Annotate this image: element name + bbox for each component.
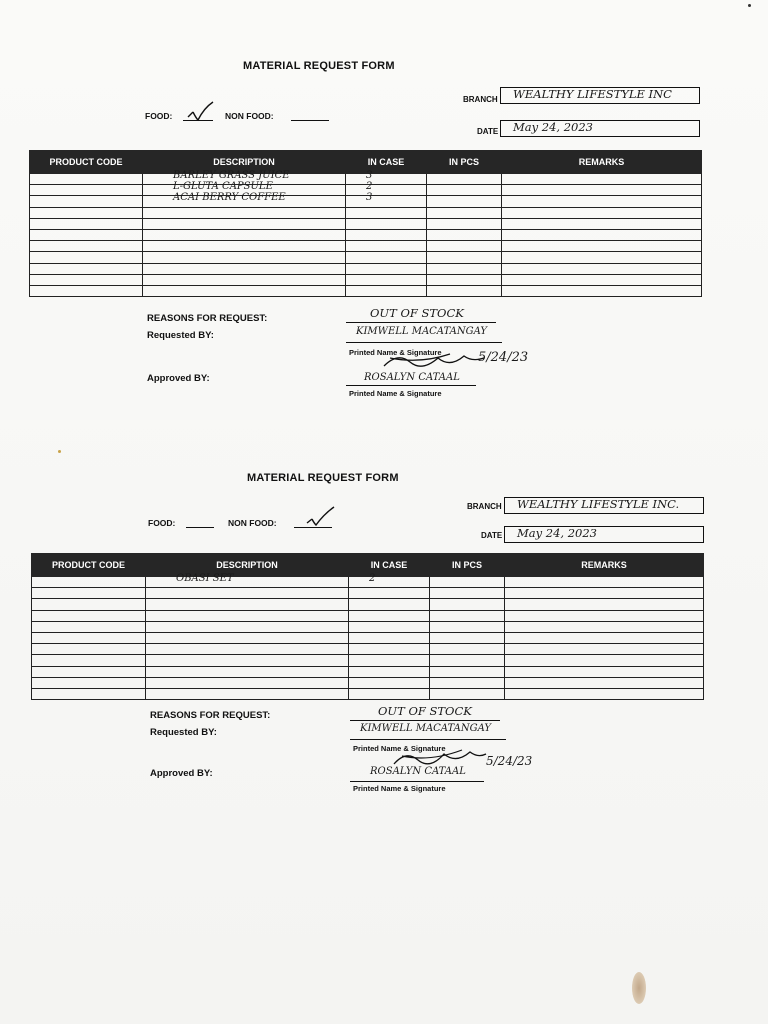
in-pcs-cell bbox=[430, 621, 505, 632]
branch-label: BRANCH bbox=[467, 502, 502, 511]
in-pcs-cell bbox=[430, 610, 505, 621]
in-case-cell bbox=[349, 632, 430, 643]
approved-by-label: Approved BY: bbox=[150, 768, 213, 779]
form-title: MATERIAL REQUEST FORM bbox=[243, 60, 395, 72]
table-row bbox=[32, 599, 704, 610]
column-header-remarks: REMARKS bbox=[505, 554, 704, 577]
requested-by-name: KIMWELL MACATANGAY bbox=[356, 326, 487, 337]
remarks-cell bbox=[505, 688, 704, 699]
requested-by-name: KIMWELL MACATANGAY bbox=[360, 723, 491, 734]
reasons-label: REASONS FOR REQUEST: bbox=[150, 710, 271, 721]
remarks-cell bbox=[505, 677, 704, 688]
product-code-cell bbox=[32, 621, 146, 632]
in-case-cell bbox=[349, 677, 430, 688]
non-food-label: NON FOOD: bbox=[225, 111, 274, 121]
column-header-in-pcs: IN PCS bbox=[427, 151, 502, 174]
table-row bbox=[32, 621, 704, 632]
in-case-value: 3 bbox=[366, 170, 373, 181]
form-title: MATERIAL REQUEST FORM bbox=[247, 472, 399, 484]
table-row bbox=[32, 666, 704, 677]
table-row bbox=[32, 677, 704, 688]
in-pcs-cell bbox=[430, 688, 505, 699]
description-cell bbox=[146, 655, 349, 666]
in-case-value: 3 bbox=[366, 192, 373, 204]
printed-name-caption: Printed Name & Signature bbox=[353, 784, 446, 793]
description-cell bbox=[146, 688, 349, 699]
table-row bbox=[32, 688, 704, 699]
description-cell bbox=[146, 588, 349, 599]
in-pcs-cell bbox=[430, 655, 505, 666]
product-code-cell bbox=[32, 588, 146, 599]
column-header-product-code: PRODUCT CODE bbox=[30, 151, 143, 174]
in-case-cell bbox=[349, 599, 430, 610]
in-pcs-cell bbox=[430, 644, 505, 655]
column-header-in-case: IN CASE bbox=[346, 151, 427, 174]
remarks-cell bbox=[505, 588, 704, 599]
reasons-line bbox=[350, 720, 500, 721]
description-cell bbox=[146, 573, 349, 588]
reasons-value: OUT OF STOCK bbox=[378, 704, 472, 718]
remarks-cell bbox=[505, 599, 704, 610]
remarks-cell bbox=[505, 666, 704, 677]
description-cell bbox=[146, 644, 349, 655]
in-case-value: 2 bbox=[369, 573, 376, 584]
reasons-value: OUT OF STOCK bbox=[370, 306, 464, 320]
table-row bbox=[32, 644, 704, 655]
column-header-remarks: REMARKS bbox=[502, 151, 702, 174]
description-cell bbox=[146, 599, 349, 610]
in-pcs-cell bbox=[430, 577, 505, 588]
reasons-label: REASONS FOR REQUEST: bbox=[147, 313, 268, 324]
product-code-cell bbox=[32, 688, 146, 699]
branch-value: WEALTHY LIFESTYLE INC. bbox=[517, 497, 680, 511]
requested-by-line bbox=[350, 739, 506, 740]
column-header-in-pcs: IN PCS bbox=[430, 554, 505, 577]
date-value: May 24, 2023 bbox=[513, 120, 593, 134]
column-header-product-code: PRODUCT CODE bbox=[32, 554, 146, 577]
description-value: ACAI BERRY COFFEE bbox=[173, 192, 286, 204]
description-cell bbox=[146, 666, 349, 677]
approved-by-name: ROSALYN CATAAL bbox=[364, 372, 460, 383]
remarks-cell bbox=[505, 577, 704, 588]
column-header-description: DESCRIPTION bbox=[143, 151, 346, 174]
column-header-description: DESCRIPTION bbox=[146, 554, 349, 577]
date-label: DATE bbox=[477, 127, 499, 136]
page-stain bbox=[632, 972, 646, 1004]
description-cell bbox=[146, 677, 349, 688]
in-case-cell bbox=[349, 666, 430, 677]
table-row bbox=[32, 610, 704, 621]
table-row bbox=[32, 588, 704, 599]
requested-by-label: Requested BY: bbox=[147, 330, 214, 341]
branch-value: WEALTHY LIFESTYLE INC bbox=[513, 87, 672, 101]
product-code-cell bbox=[32, 599, 146, 610]
in-case-cell bbox=[349, 688, 430, 699]
approved-by-name: ROSALYN CATAAL bbox=[370, 766, 466, 777]
in-case-cell bbox=[349, 588, 430, 599]
table-row bbox=[32, 577, 704, 588]
remarks-cell bbox=[505, 621, 704, 632]
description-value: L-GLUTA CAPSULE bbox=[173, 181, 273, 193]
description-cell bbox=[146, 610, 349, 621]
branch-label: BRANCH bbox=[463, 95, 498, 104]
description-value: OBASI SET bbox=[176, 573, 234, 584]
branch-field bbox=[504, 497, 704, 514]
printed-name-caption: Printed Name & Signature bbox=[349, 389, 442, 398]
requested-by-label: Requested BY: bbox=[150, 727, 217, 738]
food-label: FOOD: bbox=[145, 111, 173, 121]
in-pcs-cell bbox=[430, 632, 505, 643]
product-code-cell bbox=[32, 610, 146, 621]
remarks-cell bbox=[505, 655, 704, 666]
product-table bbox=[31, 553, 704, 700]
column-header-in-case: IN CASE bbox=[349, 554, 430, 577]
table-row bbox=[32, 655, 704, 666]
food-blank bbox=[186, 527, 214, 528]
product-code-cell bbox=[32, 632, 146, 643]
in-case-cell bbox=[349, 644, 430, 655]
date-value: May 24, 2023 bbox=[517, 526, 597, 540]
in-case-cell bbox=[349, 621, 430, 632]
in-case-value: 2 bbox=[366, 181, 373, 193]
approved-by-line bbox=[350, 781, 484, 782]
product-code-cell bbox=[32, 666, 146, 677]
non-food-label: NON FOOD: bbox=[228, 518, 277, 528]
non-food-blank bbox=[294, 527, 332, 528]
date-label: DATE bbox=[481, 531, 503, 540]
non-food-check-mark bbox=[304, 505, 336, 527]
table-row bbox=[32, 632, 704, 643]
approved-by-label: Approved BY: bbox=[147, 373, 210, 384]
remarks-cell bbox=[505, 632, 704, 643]
printed-name-caption: Printed Name & Signature bbox=[349, 348, 442, 357]
product-code-cell bbox=[32, 577, 146, 588]
remarks-cell bbox=[505, 610, 704, 621]
remarks-cell bbox=[505, 644, 704, 655]
in-pcs-cell bbox=[430, 599, 505, 610]
product-code-cell bbox=[32, 677, 146, 688]
table-header-row bbox=[32, 554, 704, 577]
product-code-cell bbox=[32, 655, 146, 666]
description-value: BARLEY GRASS JUICE bbox=[173, 170, 290, 181]
approved-date: 5/24/23 bbox=[486, 754, 533, 768]
printed-name-caption: Printed Name & Signature bbox=[353, 744, 446, 753]
in-pcs-cell bbox=[430, 666, 505, 677]
page-speck bbox=[58, 450, 61, 453]
in-case-cell bbox=[349, 573, 430, 588]
food-label: FOOD: bbox=[148, 518, 176, 528]
date-field bbox=[504, 526, 704, 543]
in-pcs-cell bbox=[430, 677, 505, 688]
approved-date: 5/24/23 bbox=[478, 350, 529, 365]
in-case-cell bbox=[349, 655, 430, 666]
product-code-cell bbox=[32, 644, 146, 655]
in-case-cell bbox=[349, 610, 430, 621]
in-pcs-cell bbox=[430, 588, 505, 599]
description-cell bbox=[146, 621, 349, 632]
description-cell bbox=[146, 632, 349, 643]
